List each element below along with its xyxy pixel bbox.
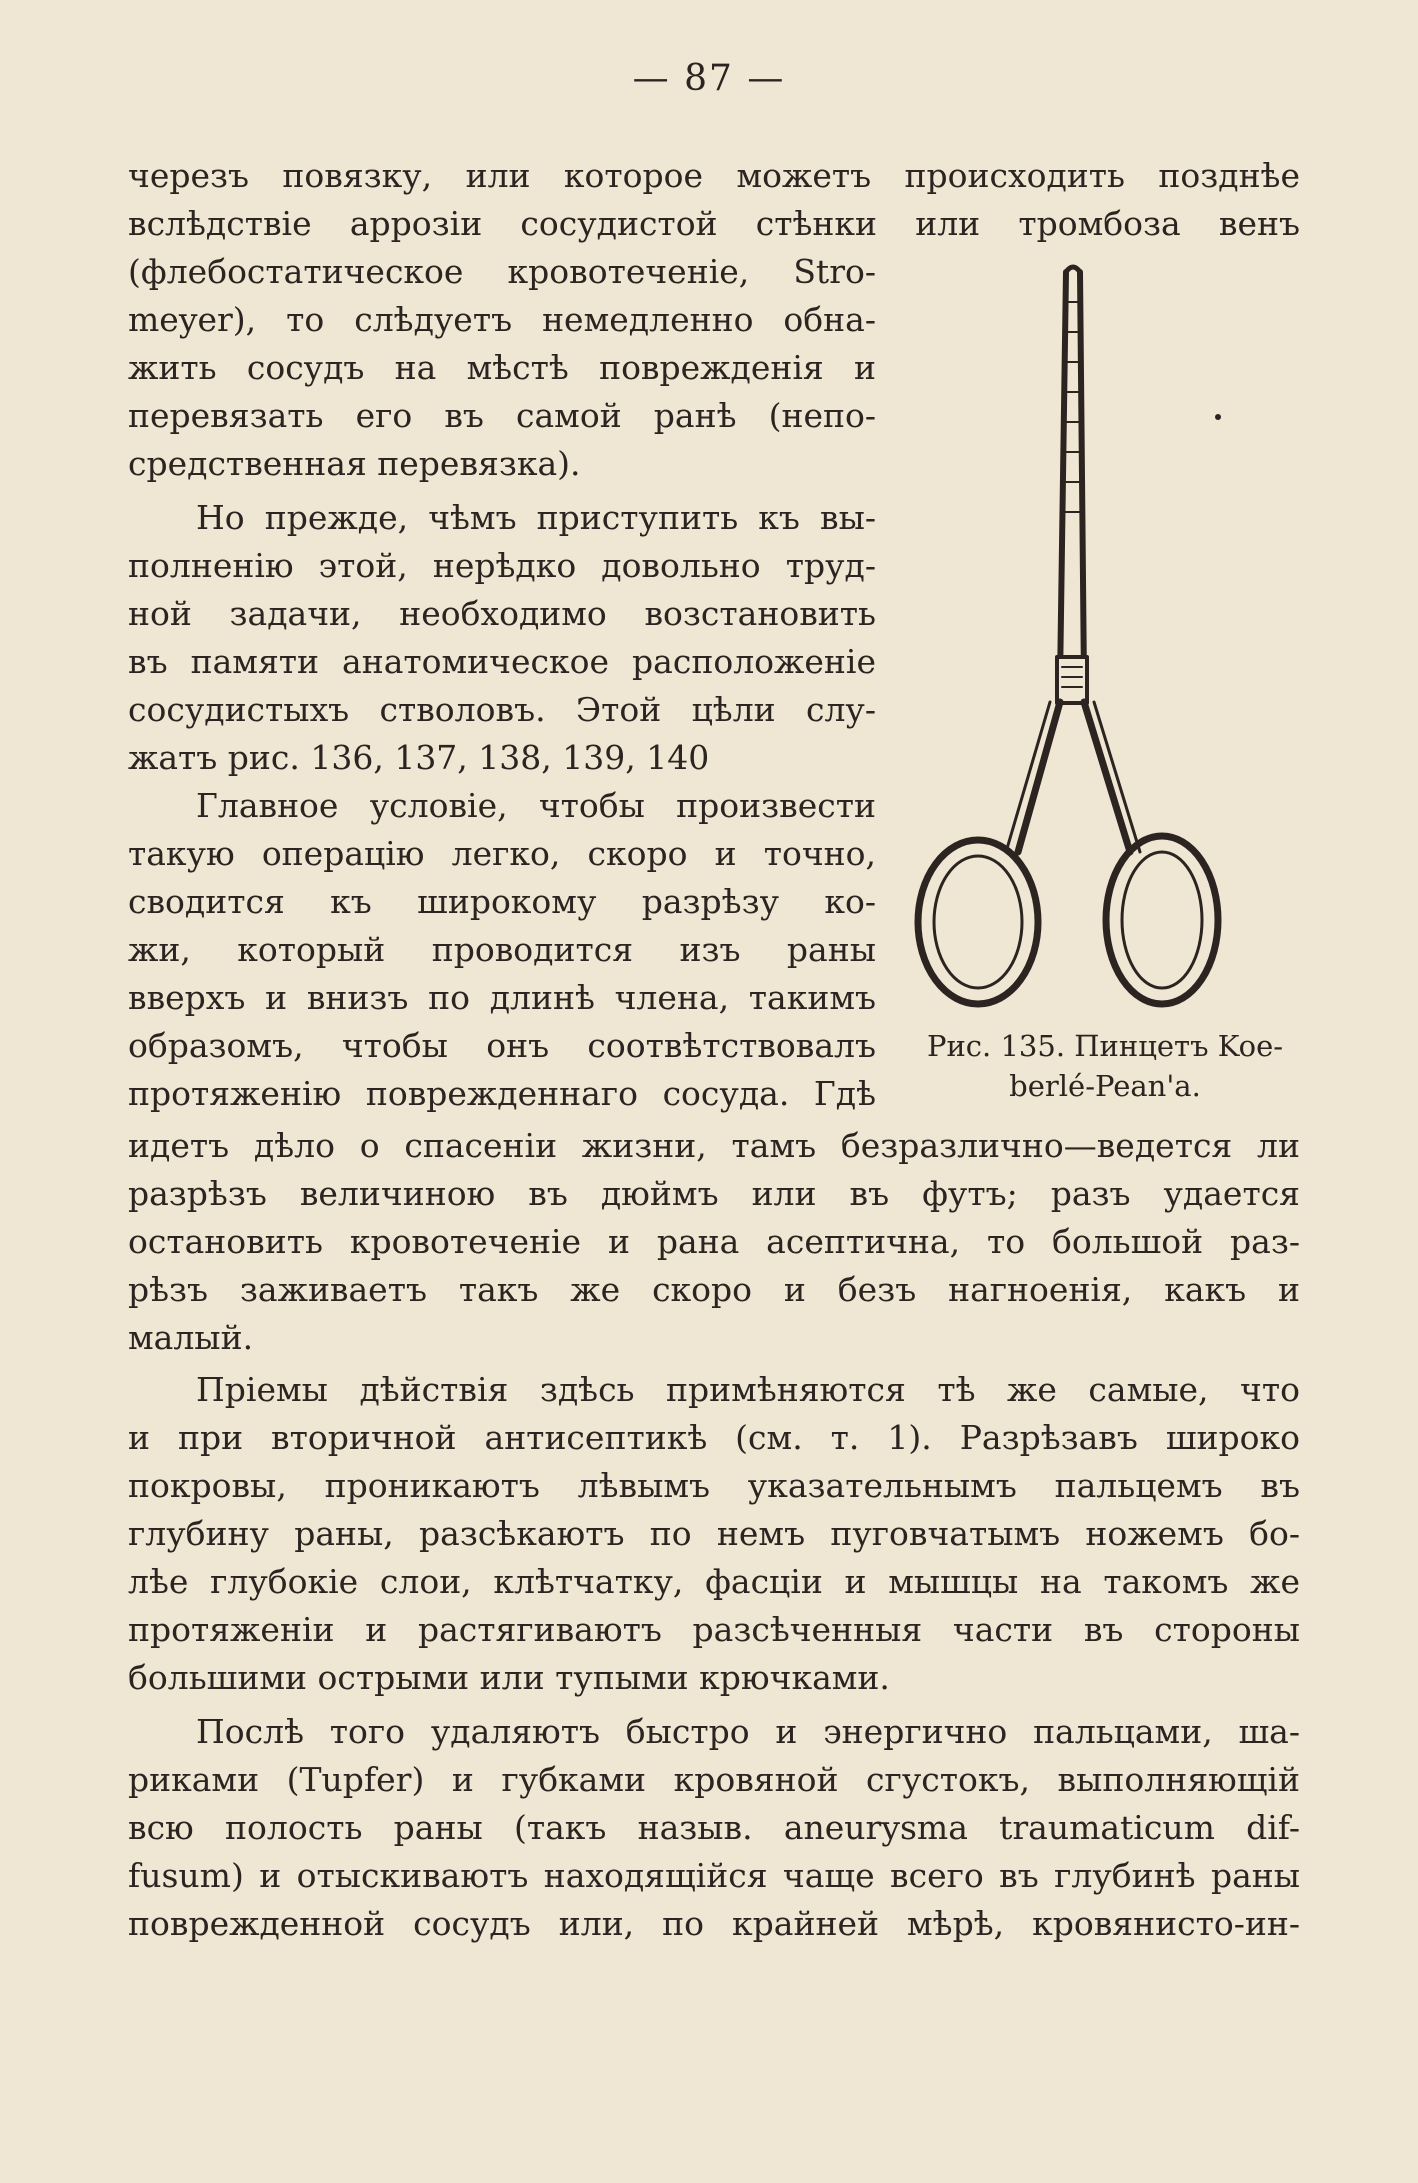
text-line: жатъ рис. 136, 137, 138, 139, 140 — [128, 738, 710, 777]
text-line: остановить кровотеченіе и рана асептична, то большой раз- — [128, 1222, 1300, 1261]
text-line: въ памяти анатомическое расположеніе — [128, 642, 876, 681]
forceps-icon — [900, 262, 1240, 1012]
figure-caption-line2: berlé-Pean'a. — [1009, 1069, 1201, 1103]
text-line: поврежденной сосудъ или, по крайней мѣрѣ, кровянисто-ин- — [128, 1904, 1300, 1943]
text-line: Главное условіе, чтобы произвести — [196, 786, 876, 825]
text-line: малый. — [128, 1318, 254, 1357]
text-line: и при вторичной антисептикѣ (см. т. 1). Разрѣзавъ широко — [128, 1418, 1300, 1457]
text-line: fusum) и отыскиваютъ находящійся чаще всего въ глубинѣ раны — [128, 1856, 1300, 1895]
text-line: разрѣзъ величиною въ дюймъ или въ футъ; разъ удается — [128, 1174, 1300, 1213]
text-line: всю полость раны (такъ назыв. aneurysma traumaticum dif- — [128, 1808, 1300, 1847]
text-line: вслѣдствіе аррозіи сосудистой стѣнки или тромбоза венъ — [128, 204, 1300, 243]
text-line: риками (Tupfer) и губками кровяной сгустокъ, выполняющій — [128, 1760, 1300, 1799]
text-line: Пріемы дѣйствія здѣсь примѣняются тѣ же самые, что — [196, 1370, 1300, 1409]
text-line: такую операцію легко, скоро и точно, — [128, 834, 876, 873]
text-line: жить сосудъ на мѣстѣ поврежденія и — [128, 348, 876, 387]
text-line: большими острыми или тупыми крючками. — [128, 1658, 890, 1697]
text-line: покровы, проникаютъ лѣвымъ указательнымъ пальцемъ въ — [128, 1466, 1300, 1505]
text-line: сводится къ широкому разрѣзу ко- — [128, 882, 876, 921]
text-line: идетъ дѣло о спасеніи жизни, тамъ безразлично—ведется ли — [128, 1126, 1300, 1165]
text-line: образомъ, чтобы онъ соотвѣтствовалъ — [128, 1026, 876, 1065]
text-line: протяженіи и растягиваютъ разсѣченныя части въ стороны — [128, 1610, 1300, 1649]
text-line: Но прежде, чѣмъ приступить къ вы- — [196, 498, 876, 537]
text-line: (флебостатическое кровотеченіе, Stro- — [128, 252, 876, 291]
text-line: ной задачи, необходимо возстановить — [128, 594, 876, 633]
text-line: лѣе глубокіе слои, клѣтчатку, фасціи и мышцы на такомъ же — [128, 1562, 1300, 1601]
text-line: средственная перевязка). — [128, 444, 581, 483]
figure-caption-line1: Рис. 135. Пинцетъ Koe- — [926, 1029, 1284, 1063]
text-line: meyer), то слѣдуетъ немедленно обна- — [128, 300, 876, 339]
forceps-figure — [900, 262, 1240, 1012]
text-line: сосудистыхъ стволовъ. Этой цѣли слу- — [128, 690, 876, 729]
text-line: черезъ повязку, или которое можетъ происходить позднѣе — [128, 156, 1300, 195]
text-line: полненію этой, нерѣдко довольно труд- — [128, 546, 876, 585]
text-line: протяженію поврежденнаго сосуда. Гдѣ — [128, 1074, 876, 1113]
text-line: глубину раны, разсѣкаютъ по немъ пуговчатымъ ножемъ бо- — [128, 1514, 1300, 1553]
text-line: вверхъ и внизъ по длинѣ члена, такимъ — [128, 978, 876, 1017]
text-line: рѣзъ заживаетъ такъ же скоро и безъ нагноенія, какъ и — [128, 1270, 1300, 1309]
text-line: перевязать его въ самой ранѣ (непо- — [128, 396, 876, 435]
page-number: — 87 — — [632, 58, 786, 99]
text-line: жи, который проводится изъ раны — [128, 930, 876, 969]
text-line: Послѣ того удаляютъ быстро и энергично пальцами, ша- — [196, 1712, 1300, 1751]
